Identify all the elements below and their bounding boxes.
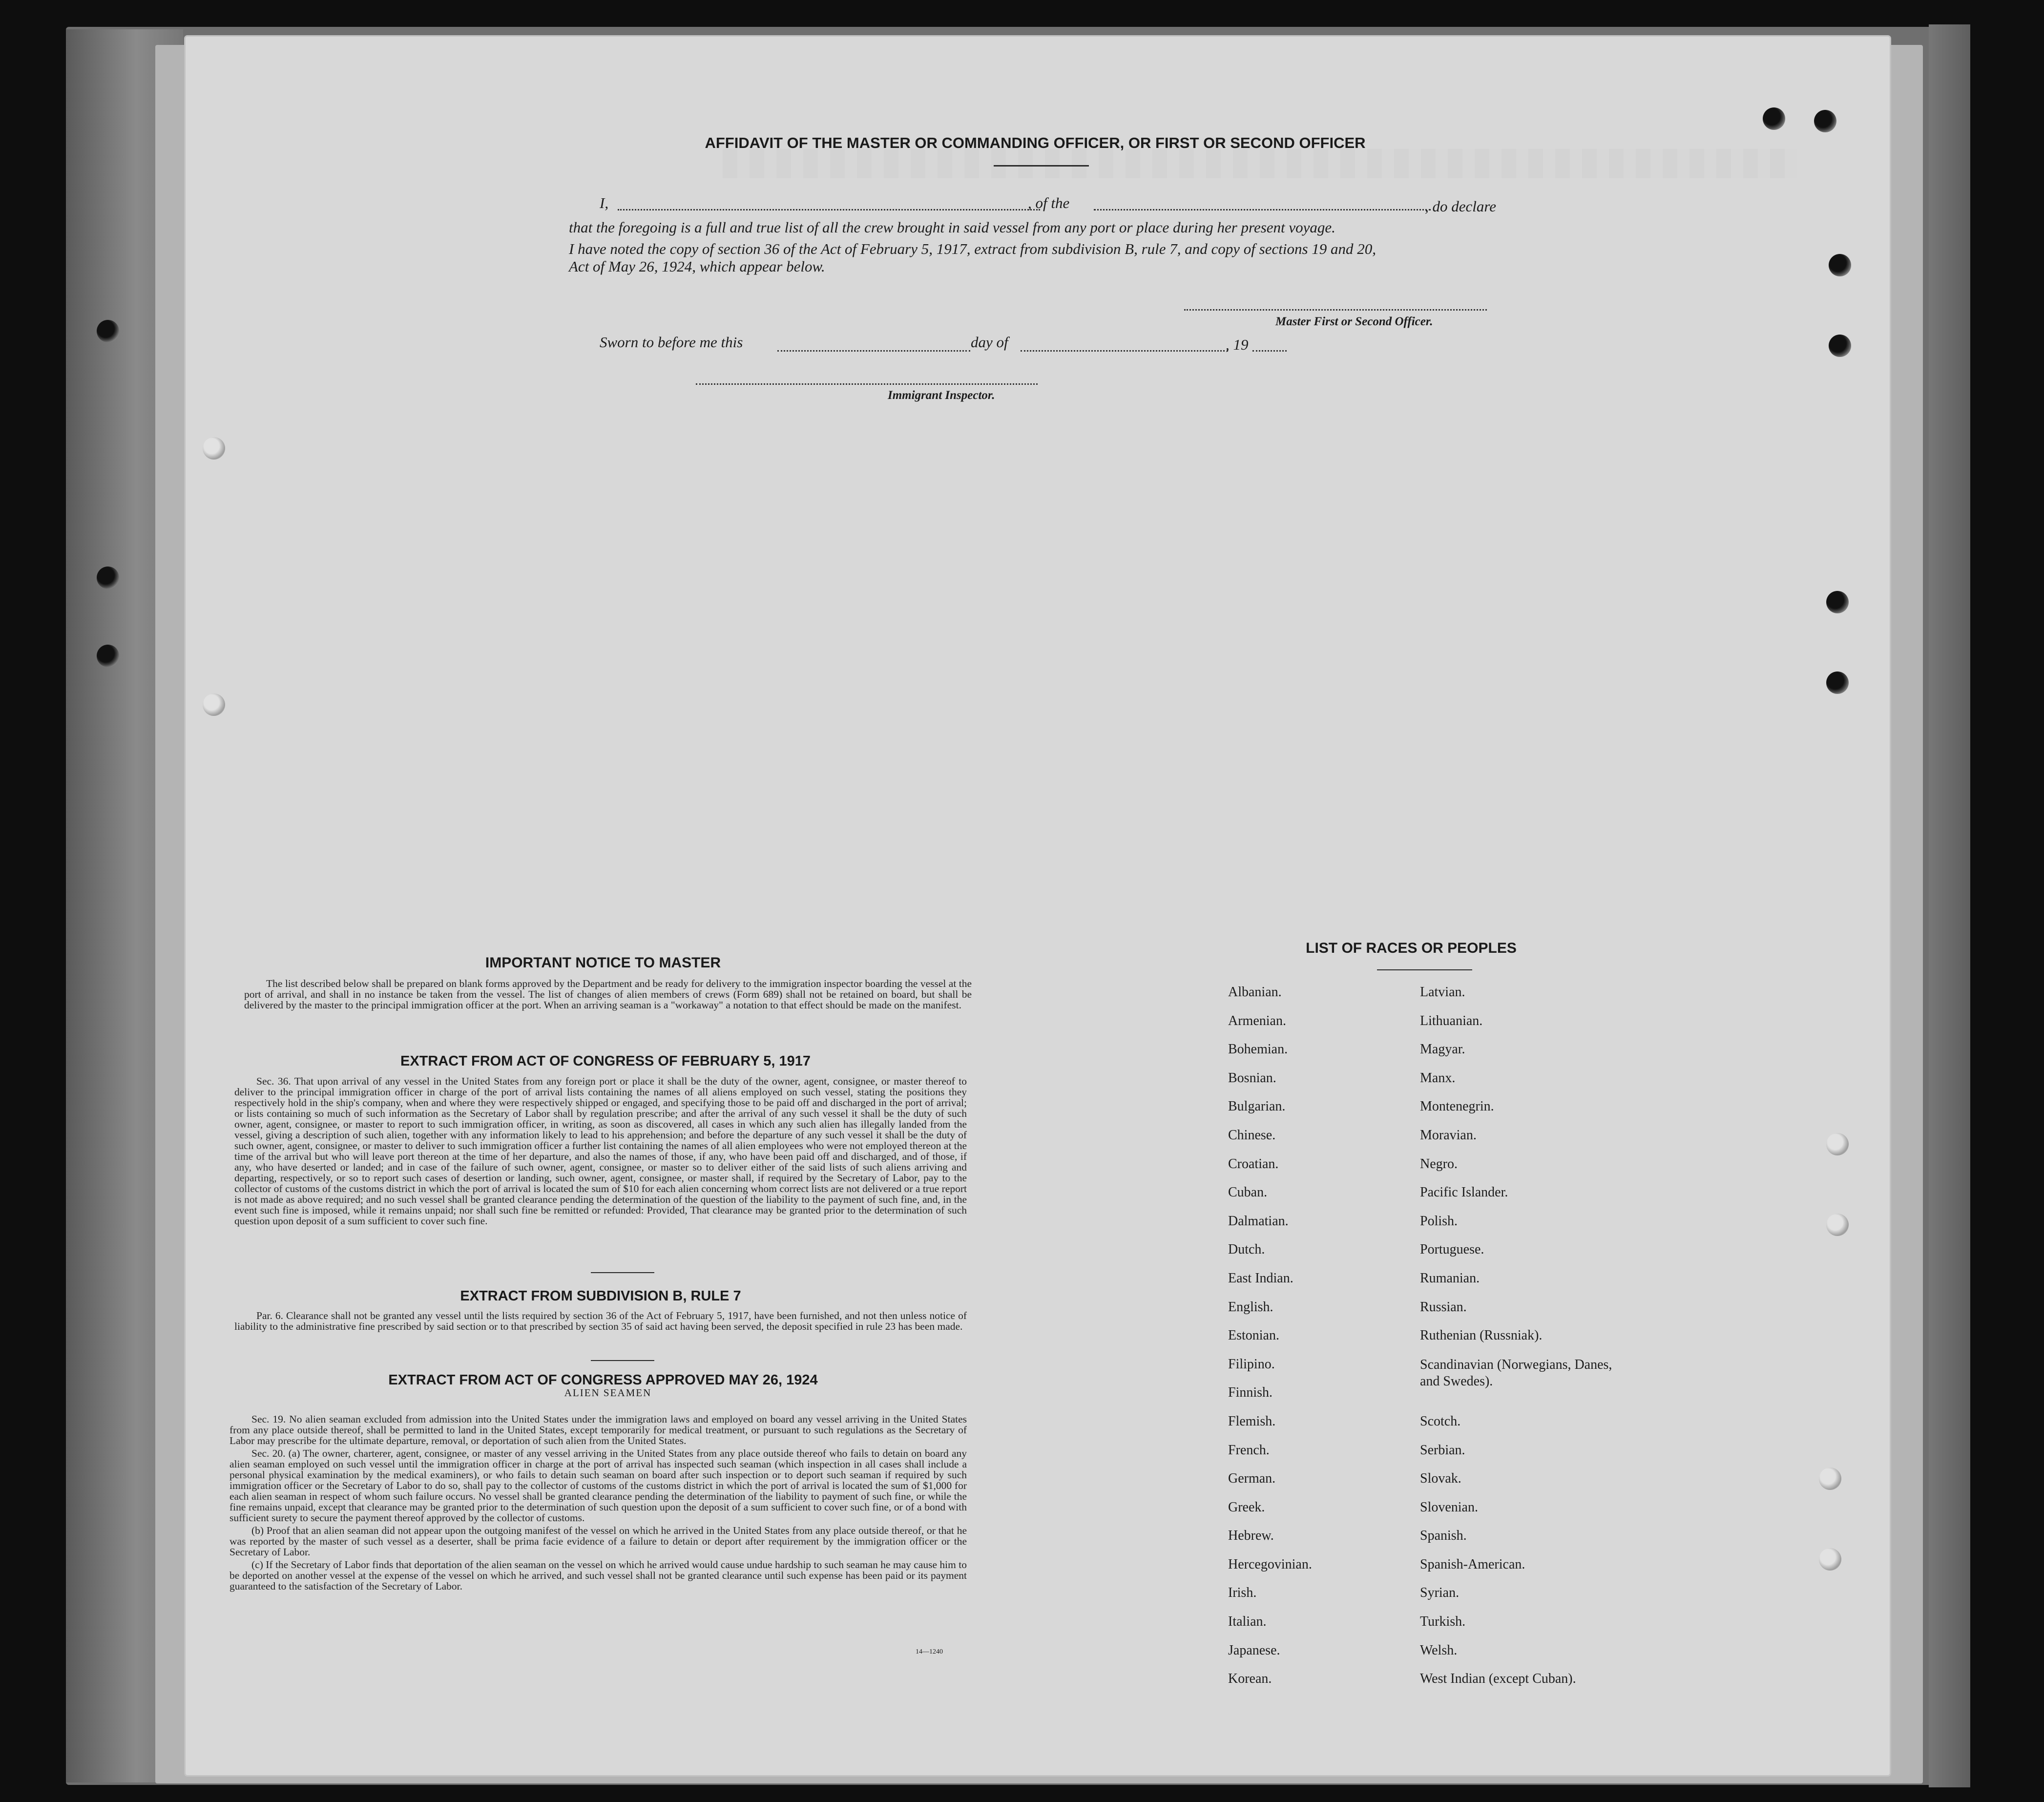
declaration-start: I,	[600, 194, 609, 211]
subdivision-b-body	[234, 1310, 967, 1334]
section-divider	[591, 1272, 654, 1273]
right-board	[1929, 24, 1970, 1787]
punch-hole	[1814, 110, 1836, 132]
race-item: Croatian.	[1228, 1156, 1279, 1172]
race-item: Russian.	[1420, 1299, 1467, 1315]
name-blank[interactable]	[618, 209, 1040, 210]
race-item: Chinese.	[1228, 1127, 1276, 1143]
notice-body	[244, 978, 972, 1012]
race-item: French.	[1228, 1442, 1270, 1458]
affidavit-title: AFFIDAVIT OF THE MASTER OR COMMANDING OFFICER, OR FIRST OR SECOND OFFICER	[705, 134, 1366, 151]
race-item: Bulgarian.	[1228, 1099, 1286, 1114]
race-item: Portuguese.	[1420, 1242, 1484, 1257]
subdivision-b-title: EXTRACT FROM SUBDIVISION B, RULE 7	[460, 1288, 741, 1304]
race-item: German.	[1228, 1471, 1276, 1487]
race-item: Spanish.	[1420, 1528, 1467, 1544]
race-item: Pacific Islander.	[1420, 1185, 1508, 1200]
race-item: Spanish-American.	[1420, 1556, 1525, 1572]
binder-hole	[97, 320, 119, 342]
binder-hole	[97, 645, 119, 667]
race-item: Dutch.	[1228, 1242, 1265, 1257]
inspector-caption: Immigrant Inspector.	[888, 389, 995, 402]
punch-hole	[1826, 1133, 1849, 1155]
punch-hole	[1826, 591, 1849, 613]
race-item: Italian.	[1228, 1614, 1267, 1630]
race-item: Moravian.	[1420, 1127, 1477, 1143]
race-item: Ruthenian (Russniak).	[1420, 1328, 1543, 1343]
race-item: English.	[1228, 1299, 1273, 1315]
punch-hole	[1829, 254, 1851, 276]
race-item: Filipino.	[1228, 1356, 1275, 1372]
alien-seamen-subtitle: ALIEN SEAMEN	[564, 1387, 652, 1399]
race-item: Hercegovinian.	[1228, 1556, 1312, 1572]
paragraph-6: Par. 6. Clearance shall not be granted any vessel until the lists required by section 36 of the Act of February 5, 1917, have been furnished, and not then unless notice of liability to the administrative fine prescribed by said section or to that prescribed by section 35 of said act having been served, the deposit specified in rule 23 has been made.	[234, 1310, 967, 1332]
punch-hole	[1826, 671, 1849, 694]
notice-paragraph: The list described below shall be prepared on blank forms approved by the Department and be ready for delivery to the immigration inspector boarding the vessel at the port of arrival, and shall in no instance be taken from the vessel. The list of changes of alien members of crews (Form 689) shall not be retained on board, but shall be delivered by the master to the principal immigration officer at the port. When an arriving seaman is a "workaway" a notation to that effect should be made on the manifest.	[244, 978, 972, 1011]
races-right-column	[1420, 985, 1635, 1700]
day-of-label: day of	[971, 334, 1008, 351]
declaration-line-4: Act of May 26, 1924, which appear below.	[569, 258, 825, 275]
race-item: Cuban.	[1228, 1185, 1268, 1200]
race-item: Bosnian.	[1228, 1070, 1276, 1086]
punch-hole	[1826, 1214, 1849, 1236]
races-title: LIST OF RACES OR PEOPLES	[1306, 940, 1517, 956]
race-item: Armenian.	[1228, 1013, 1286, 1028]
section-20c-paragraph: (c) If the Secretary of Labor finds that deportation of the alien seaman on the vessel on which he arrived would cause undue hardship to such seaman he may cause him to be deported on another vessel at the expense of the vessel on which he arrived, and such vessel shall not be granted clearance until such expense has been paid or its payment guaranteed to the satisfaction of the Secretary of Labor.	[229, 1559, 967, 1592]
title-underline	[994, 165, 1089, 167]
extract-1924-body	[229, 1414, 967, 1593]
punch-hole	[1819, 1548, 1841, 1571]
race-item: West Indian (except Cuban).	[1420, 1671, 1576, 1687]
race-item: Dalmatian.	[1228, 1213, 1289, 1229]
sworn-label: Sworn to before me this	[600, 334, 743, 351]
do-declare-label: , do declare	[1425, 198, 1497, 215]
master-signature-line[interactable]	[1184, 309, 1487, 311]
race-item: Irish.	[1228, 1585, 1257, 1601]
race-item: Slovak.	[1420, 1471, 1461, 1487]
race-item: Korean.	[1228, 1671, 1272, 1687]
punch-hole	[1829, 335, 1851, 357]
race-item: East Indian.	[1228, 1270, 1293, 1286]
sworn-month-blank[interactable]	[1021, 350, 1228, 352]
vessel-blank[interactable]	[1094, 209, 1431, 210]
notice-title: IMPORTANT NOTICE TO MASTER	[485, 955, 721, 971]
extract-1917-title: EXTRACT FROM ACT OF CONGRESS OF FEBRUARY 5, 1917	[400, 1053, 811, 1069]
race-item: Greek.	[1228, 1499, 1265, 1515]
master-signature-caption: Master First or Second Officer.	[1275, 315, 1433, 328]
race-item: Lithuanian.	[1420, 1013, 1483, 1028]
section-36-paragraph: Sec. 36. That upon arrival of any vessel in the United States from any foreign port or place it shall be the duty of the owner, agent, consignee, or master thereof to deliver to the principal immigration officer in charge of the port of arrival lists containing the names of all aliens employed on such vessel, stating the positions they respectively hold in the ship's company, when and where they were respectively shipped or engaged, and specifying those to be paid off and discharged in the port of arrival; or lists containing so much of such information as the Secretary of Labor shall by regulation prescribe; and after the arrival of any such vessel it shall be the duty of such owner, agent, consignee, or master to report to such immigration officer, in writing, as soon as discovered, all cases in which any such alien has illegally landed from the vessel, giving a description of such alien, together with any information likely to lead to his apprehension; and before the departure of any such vessel it shall be the duty of such owner, agent, consignee, or master to deliver to such immigration officer a further list containing the names of all alien employees who were not employed thereon at the time of the arrival but who will leave port thereon at the time of her departure, and also the names of those, if any, who have been paid off and discharged, and of those, if any, who have deserted or landed; and in case of the failure of such owner, agent, consignee, or master so to deliver either of the said lists of such aliens arriving and departing, respectively, or so to report such cases of desertion or landing, such owner, agent, consignee, or master shall, if required by the Secretary of Labor, pay to the collector of customs of the customs district in which the port of arrival is located the sum of $10 for each alien concerning whom correct lists are not delivered or a true report is not made as above required; and no such vessel shall be granted clearance pending the determination of the question of the liability to the payment of such fine, and, in the event such fine is imposed, while it remains unpaid; nor shall such fine be remitted or refunded: Provided, That clearance may be granted prior to the determination of such question upon deposit of a sum sufficient to cover such fine.	[234, 1075, 967, 1227]
punch-hole	[1763, 107, 1785, 130]
inspector-signature-line[interactable]	[696, 383, 1038, 385]
section-20b-paragraph: (b) Proof that an alien seaman did not appear upon the outgoing manifest of the vessel on which he arrived in the United States from any place outside thereof, or that he was reported by the master of such vessel as a deserter, shall be prima facie evidence of a failure to detain or deport after requirement by the immigration officer or the Secretary of Labor.	[229, 1525, 967, 1558]
race-item: Rumanian.	[1420, 1270, 1480, 1286]
punch-hole	[203, 437, 225, 460]
binder-hole	[97, 566, 119, 589]
race-item: Hebrew.	[1228, 1528, 1274, 1544]
race-item: Japanese.	[1228, 1642, 1280, 1658]
extract-1917-body	[234, 1076, 967, 1228]
declaration-line-2: that the foregoing is a full and true list of all the crew brought in said vessel from any port or place during her present voyage.	[569, 219, 1335, 236]
race-item: Serbian.	[1420, 1442, 1465, 1458]
section-20a-paragraph: Sec. 20. (a) The owner, charterer, agent, consignee, or master of any vessel arriving in the United States from any place outside thereof who fails to detain on board any alien seaman employed on such vessel until the immigration officer in charge at the port of arrival has inspected such seaman (which inspection in all cases shall include a personal physical examination by the medical examiners), or who fails to detain such seaman on board after such inspection or to deport such seaman if required by such immigration officer or the Secretary of Labor to do so, shall pay to the collector of customs of the customs district in which the port of arrival is located the sum of $1,000 for each alien seaman in respect of whom such failure occurs. No vessel shall be granted clearance pending the determination of the liability to payment of such fine, or while the fine remains unpaid, except that clearance may be granted prior to the determination of such question upon the deposit of a sum sufficient to cover such fine, or of a bond with sufficient surety to secure the payment thereof approved by the collector of customs.	[229, 1447, 967, 1524]
race-item: Montenegrin.	[1420, 1099, 1494, 1114]
declaration-line-3: I have noted the copy of section 36 of the Act of February 5, 1917, extract from subdivision B, rule 7, and copy of sections 19 and 20,	[569, 240, 1377, 257]
races-title-underline	[1377, 969, 1472, 970]
race-item: Scandinavian (Norwegians, Danes, and Swedes).	[1420, 1357, 1612, 1389]
form-number: 14—1240	[916, 1648, 943, 1655]
section-19-paragraph: Sec. 19. No alien seaman excluded from admission into the United States under the immigration laws and employed on board any vessel arriving in the United States from any place outside thereof, shall be permitted to land in the United States, except temporarily for medical treatment, or pursuant to such regulations as the Secretary of Labor may prescribe for the ultimate departure, removal, or deportation of such alien from the United States.	[229, 1413, 967, 1446]
race-item: Negro.	[1420, 1156, 1458, 1172]
races-left-column	[1228, 985, 1375, 1700]
year-prefix: , 19	[1226, 336, 1249, 353]
punch-hole	[1819, 1467, 1841, 1490]
race-item: Finnish.	[1228, 1385, 1273, 1401]
bleed-through-text	[723, 149, 1797, 178]
punch-hole	[203, 693, 225, 716]
race-item: Flemish.	[1228, 1413, 1276, 1429]
race-item: Syrian.	[1420, 1585, 1460, 1601]
race-item: Turkish.	[1420, 1614, 1466, 1630]
race-item: Welsh.	[1420, 1642, 1458, 1658]
of-the-label: , of the	[1028, 194, 1070, 211]
race-item: Polish.	[1420, 1213, 1458, 1229]
race-item: Latvian.	[1420, 985, 1465, 1000]
section-divider	[591, 1360, 654, 1361]
race-item: Slovenian.	[1420, 1499, 1478, 1515]
race-item: Manx.	[1420, 1070, 1456, 1086]
race-item: Estonian.	[1228, 1328, 1279, 1343]
race-item: Albanian.	[1228, 985, 1282, 1000]
sworn-year-blank[interactable]	[1252, 350, 1287, 352]
race-item: Scotch.	[1420, 1413, 1461, 1429]
sworn-day-blank[interactable]	[777, 350, 970, 352]
race-item: Magyar.	[1420, 1042, 1465, 1057]
extract-1924-title: EXTRACT FROM ACT OF CONGRESS APPROVED MAY 26, 1924	[388, 1372, 818, 1388]
race-item: Bohemian.	[1228, 1042, 1288, 1057]
